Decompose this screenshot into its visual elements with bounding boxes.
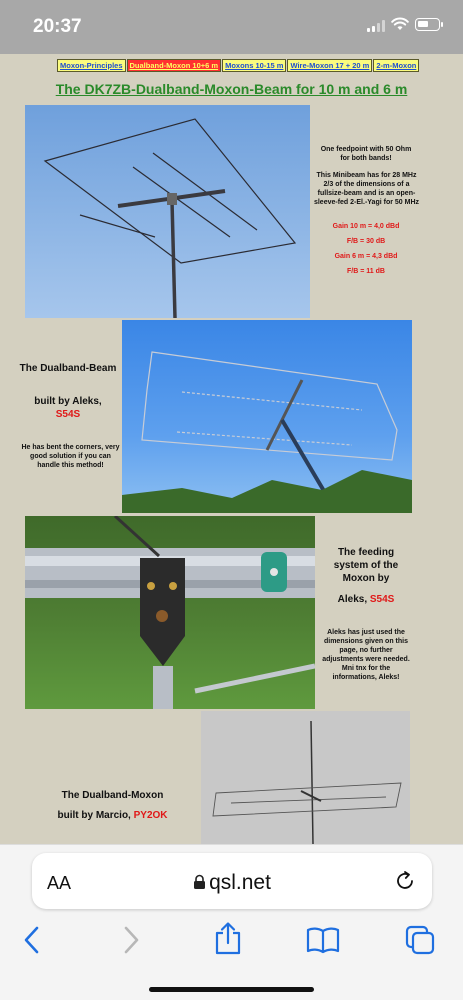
nav-link-wire-moxon[interactable]: Wire-Moxon 17 + 20 m [287, 59, 372, 72]
section4-built-by [40, 809, 185, 822]
callsign-py2ok: PY2OK [133, 810, 168, 821]
tabs-icon[interactable] [404, 925, 436, 955]
section3-note: Aleks has just used the dimensions given on this page, no further adjustments were needed. Mni tnx for the informations, Aleks! [322, 629, 410, 681]
feeding-system-photo[interactable] [25, 516, 315, 709]
section2-note: He has bent the corners, very good solution if you can handle this method! [21, 444, 120, 469]
section3-heading: The feeding system of the Moxon by [333, 547, 399, 584]
antenna-photo-aleks[interactable] [122, 320, 412, 513]
nav-link-2m-moxon[interactable]: 2-m-Moxon [373, 59, 419, 72]
fb-10m: F/B = 30 dB [346, 238, 386, 245]
feedpoint-text: One feedpoint with 50 Ohm for both bands! [320, 146, 412, 162]
built-by-label: built by Aleks, [34, 396, 102, 407]
page-title: The DK7ZB-Dualband-Moxon-Beam for 10 m and 6 m [55, 81, 408, 97]
built-by-label-2: built by Marcio, [57, 810, 131, 821]
web-page[interactable] [0, 54, 463, 844]
section2-built-by [18, 395, 118, 421]
text-size-button[interactable]: AA [47, 873, 72, 893]
url-display[interactable] [32, 871, 432, 895]
page-nav [57, 59, 420, 72]
gain-6m: Gain 6 m = 4,3 dBd [334, 253, 398, 260]
address-bar[interactable] [32, 853, 432, 909]
home-indicator [149, 987, 314, 992]
section4-heading: The Dualband-Moxon [61, 790, 164, 801]
back-icon[interactable] [21, 925, 43, 955]
browser-toolbar [0, 844, 463, 1000]
nav-link-moxons-10-15[interactable]: Moxons 10-15 m [222, 59, 286, 72]
cellular-signal-icon [367, 20, 385, 32]
callsign-s54s: S54S [55, 409, 81, 420]
nav-link-dualband-moxon[interactable]: Dualband-Moxon 10+6 m [127, 59, 222, 72]
author-name: Aleks, [337, 594, 368, 605]
reload-icon[interactable] [394, 870, 416, 892]
url-text: qsl.net [209, 871, 271, 894]
gain-10m: Gain 10 m = 4,0 dBd [332, 223, 400, 230]
section2-heading: The Dualband-Beam [19, 363, 117, 374]
section3-author [322, 593, 410, 606]
minibeam-description: This Minibeam has for 28 MHz 2/3 of the dimensions of a fullsize-beam and is an open-sleeve-fed 2-El.-Yagi for 50 MHz [313, 172, 420, 206]
antenna-photo-marcio[interactable] [201, 711, 410, 844]
forward-icon[interactable] [120, 925, 142, 955]
antenna-photo-sky[interactable] [25, 105, 310, 318]
battery-icon [415, 18, 440, 31]
fb-6m: F/B = 11 dB [347, 268, 385, 275]
status-bar [0, 0, 463, 54]
share-icon[interactable] [212, 921, 244, 957]
wifi-icon [391, 17, 409, 31]
nav-link-moxon-principles[interactable]: Moxon-Principles [57, 59, 126, 72]
bookmarks-icon[interactable] [305, 925, 341, 955]
callsign-s54s-2: S54S [369, 594, 395, 605]
lock-icon [193, 874, 206, 890]
status-time: 20:37 [33, 16, 82, 37]
